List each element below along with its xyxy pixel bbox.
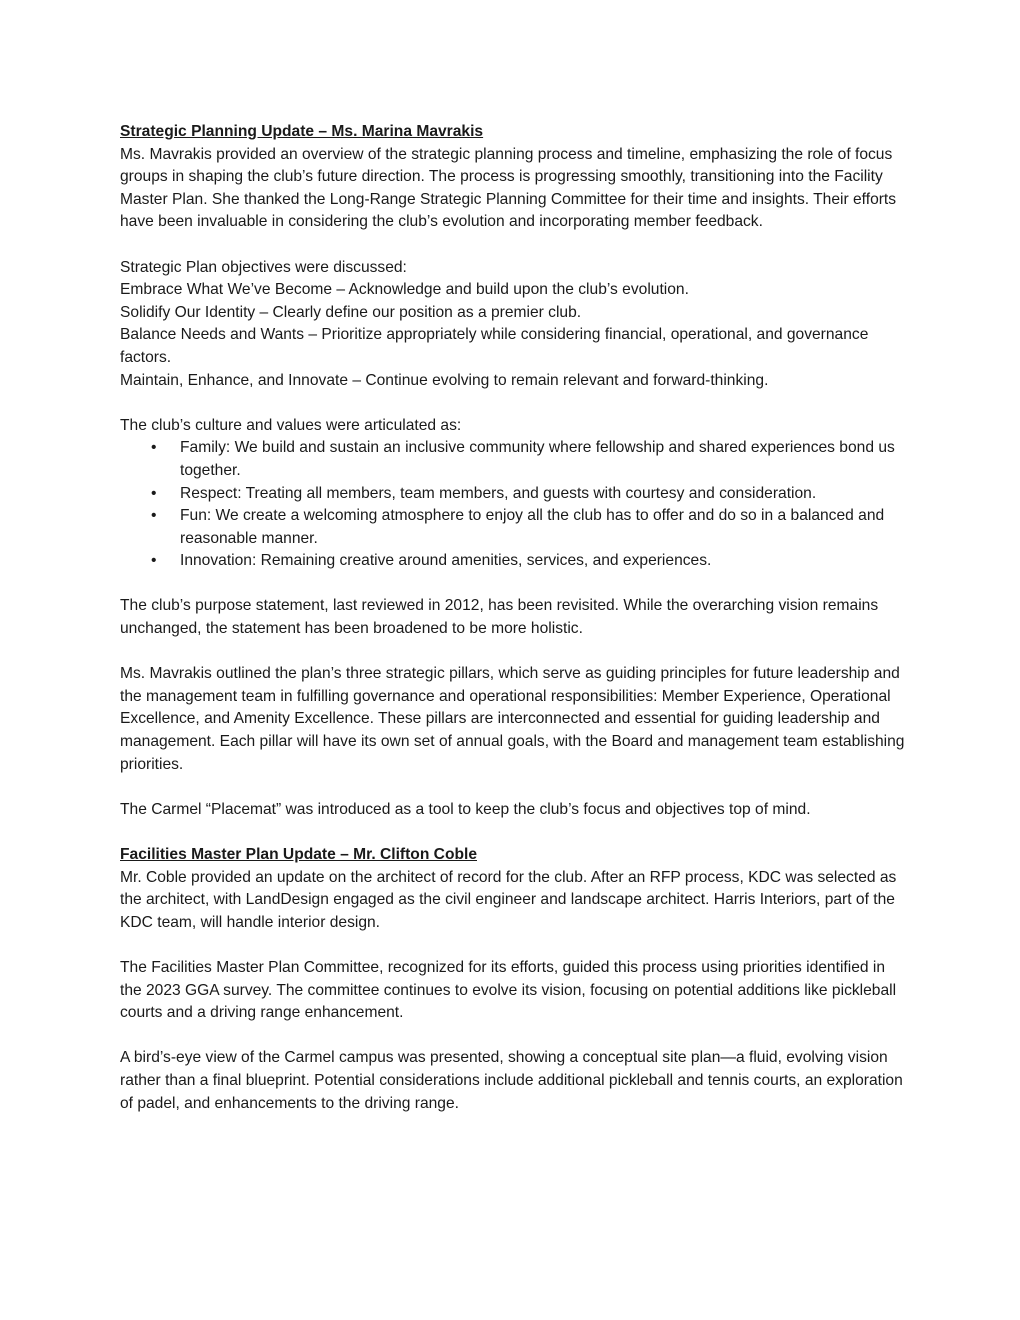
spacer <box>120 573 910 596</box>
objective-item: Balance Needs and Wants – Prioritize appropriately while considering financial, operational, and governance factors. <box>120 326 869 366</box>
strategic-intro-paragraph: Ms. Mavrakis provided an overview of the strategic planning process and timeline, emphasizing the role of focus groups in shaping the club’s future direction. The process is progressing smoothly, transitioning into the Facility Master Plan. She thanked the Long-Range Strategic Planning Committee for their time and insights. Their efforts have been invaluable in considering the club’s evolution and incorporating member feedback. <box>120 145 897 231</box>
values-list-item: • Respect: Treating all members, team members, and guests with courtesy and consideration. <box>180 483 910 506</box>
facilities-intro-paragraph: Mr. Coble provided an update on the architect of record for the club. After an RFP process, KDC was selected as the architect, with LandDesign engaged as the civil engineer and landscape architect. Harris Interiors, part of the KDC team, will handle interior design. <box>120 868 897 931</box>
facilities-heading: Facilities Master Plan Update – Mr. Clifton Coble <box>120 846 477 863</box>
values-list-item: • Innovation: Remaining creative around amenities, services, and experiences. <box>180 550 910 573</box>
values-list-item: • Family: We build and sustain an inclusive community where fellowship and shared experiences bond us together. <box>180 437 910 482</box>
values-list-item: • Fun: We create a welcoming atmosphere to enjoy all the club has to offer and do so in a balanced and reasonable manner. <box>180 505 910 550</box>
spacer <box>120 392 910 415</box>
spacer <box>120 776 910 799</box>
objective-item: Solidify Our Identity – Clearly define our position as a premier club. <box>120 303 582 321</box>
objective-item: Embrace What We’ve Become – Acknowledge and build upon the club’s evolution. <box>120 281 689 299</box>
purpose-paragraph: The club’s purpose statement, last reviewed in 2012, has been revisited. While the overarching vision remains unchanged, the statement has been broadened to be more holistic. <box>120 597 879 638</box>
spacer <box>120 641 910 664</box>
spacer <box>120 1025 910 1048</box>
placemat-paragraph: The Carmel “Placemat” was introduced as a tool to keep the club’s focus and objectives top of mind. <box>120 800 811 818</box>
values-intro: The club’s culture and values were articulated as: <box>120 416 462 434</box>
pillars-paragraph: Ms. Mavrakis outlined the plan’s three strategic pillars, which serve as guiding principles for future leadership and the management team in fulfilling governance and operational responsibilities: Member Experience, Operational Excellence, and Amenity Excellence. These pillars are interconnected and essential for guiding leadership and management. Each pillar will have its own set of annual goals, with the Board and management team establishing priorities. <box>120 665 905 773</box>
document-page <box>120 121 910 1115</box>
spacer <box>120 821 910 844</box>
objectives-intro: Strategic Plan objectives were discussed: <box>120 258 407 276</box>
birdseye-paragraph: A bird’s-eye view of the Carmel campus was presented, showing a conceptual site plan—a fluid, evolving vision rather than a final blueprint. Potential considerations include additional pickleball and tennis courts, an exploration of padel, and enhancements to the driving range. <box>120 1049 903 1112</box>
values-list <box>120 437 910 573</box>
committee-paragraph: The Facilities Master Plan Committee, recognized for its efforts, guided this process using priorities identified in the 2023 GGA survey. The committee continues to evolve its vision, focusing on potential additions like pickleball courts and a driving range enhancement. <box>120 958 897 1022</box>
objective-item: Maintain, Enhance, and Innovate – Continue evolving to remain relevant and forward-thinking. <box>120 371 769 389</box>
strategic-heading: Strategic Planning Update – Ms. Marina Mavrakis <box>120 123 484 140</box>
spacer <box>120 234 910 257</box>
spacer <box>120 934 910 957</box>
